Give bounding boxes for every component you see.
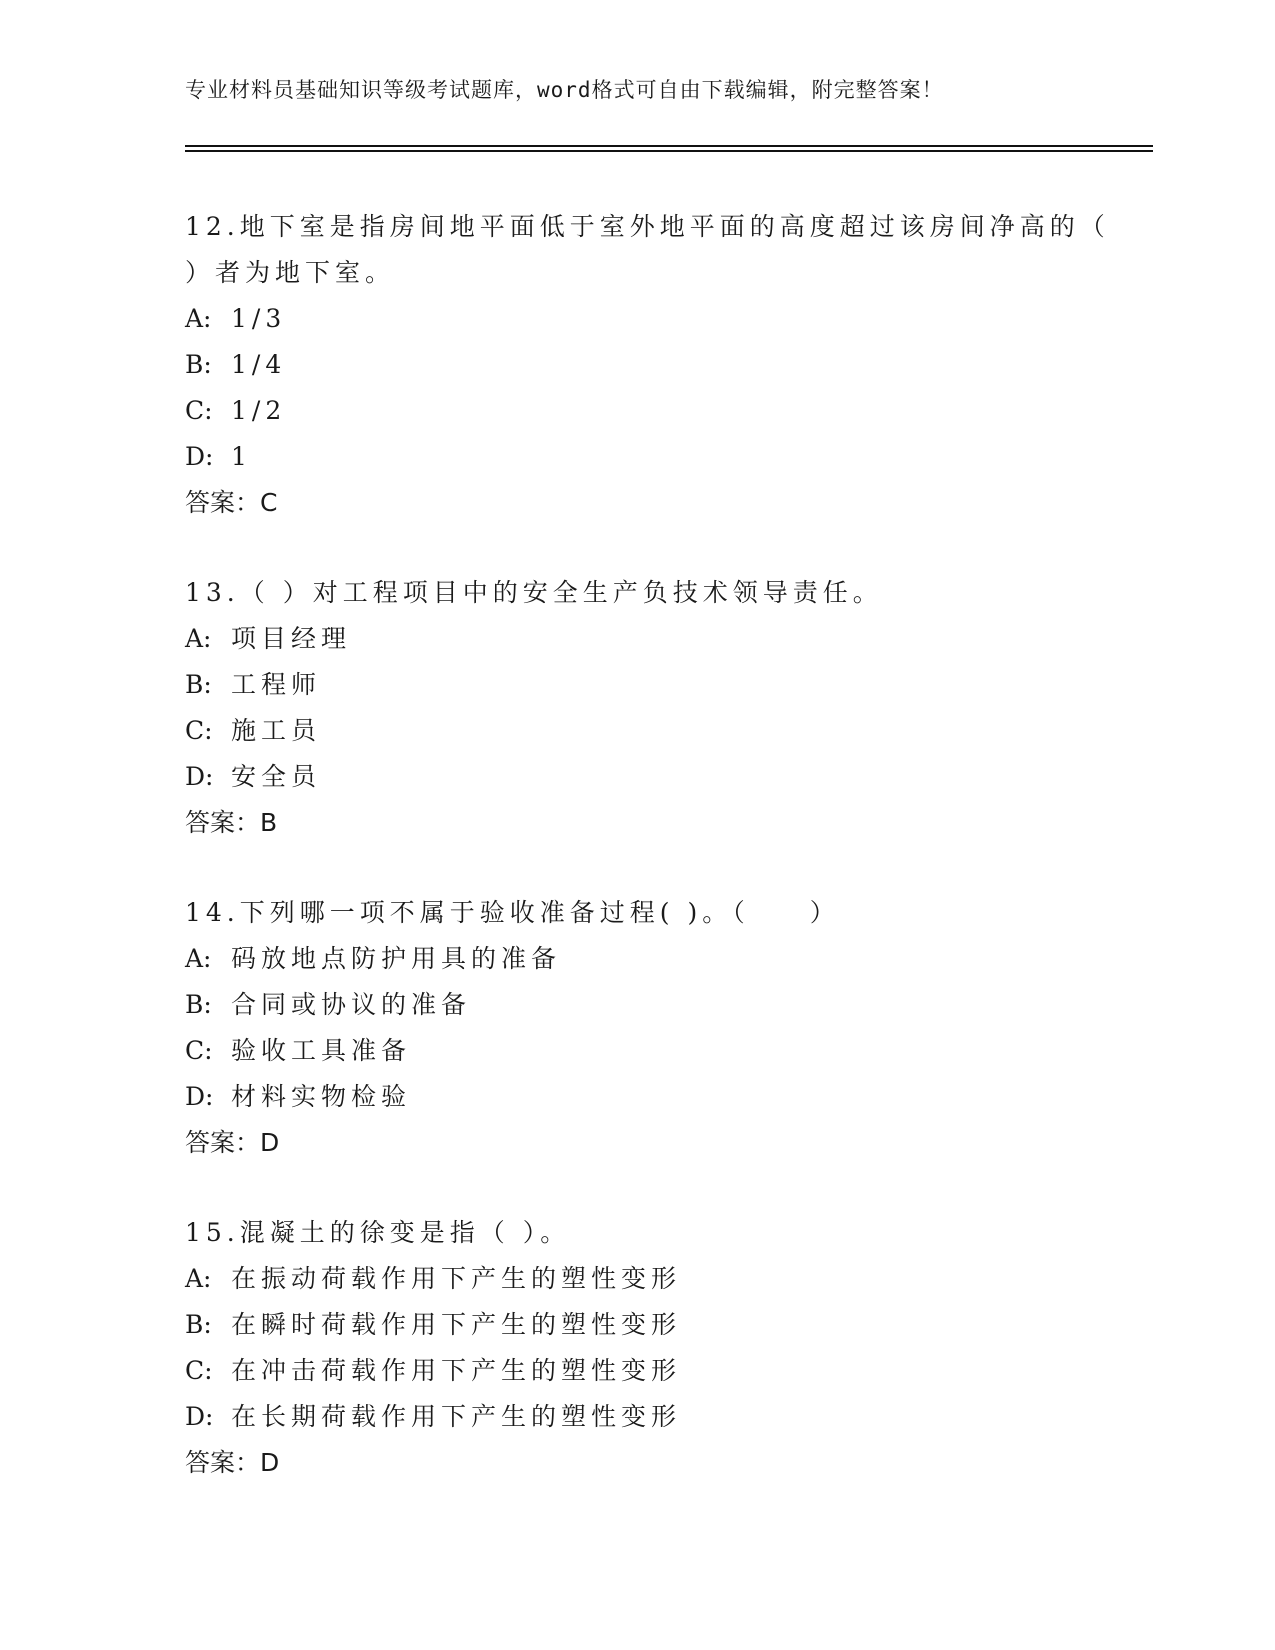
option-a xyxy=(185,296,1085,342)
option-text: 材料实物检验 xyxy=(231,1082,412,1111)
option-key: D: xyxy=(185,762,214,791)
question-12 xyxy=(185,204,1110,526)
option-text: 在冲击荷载作用下产生的塑性变形 xyxy=(231,1356,682,1385)
option-b xyxy=(185,982,1085,1028)
option-c xyxy=(185,388,1085,434)
option-key: C: xyxy=(185,396,213,425)
option-b xyxy=(185,662,1085,708)
option-text: 1 xyxy=(231,442,252,471)
question-text: 12.地下室是指房间地平面低于室外地平面的高度超过该房间净高的（ xyxy=(185,212,1110,241)
option-b xyxy=(185,342,1085,388)
option-key: A: xyxy=(185,944,212,973)
question-text: 14.下列哪一项不属于验收准备过程( )。（ ） xyxy=(185,898,840,927)
question-text: ）者为地下室。 xyxy=(185,258,396,287)
option-c xyxy=(185,1348,1085,1394)
option-key: C: xyxy=(185,1036,213,1065)
option-text: 合同或协议的准备 xyxy=(231,990,472,1019)
option-text: 1/3 xyxy=(231,304,287,333)
option-key: B: xyxy=(185,990,212,1019)
option-text: 施工员 xyxy=(231,716,322,745)
answer: 答案：D xyxy=(185,1128,280,1157)
option-d xyxy=(185,754,1085,800)
option-text: 验收工具准备 xyxy=(231,1036,412,1065)
option-text: 在瞬时荷载作用下产生的塑性变形 xyxy=(231,1310,682,1339)
question-list xyxy=(185,204,1110,1530)
option-text: 安全员 xyxy=(231,762,322,791)
option-text: 在振动荷载作用下产生的塑性变形 xyxy=(231,1264,682,1293)
option-key: A: xyxy=(185,304,212,333)
header-rule-top xyxy=(185,145,1153,147)
page-header: 专业材料员基础知识等级考试题库，word格式可自由下载编辑，附完整答案！ xyxy=(185,78,944,102)
option-key: A: xyxy=(185,1264,212,1293)
option-text: 在长期荷载作用下产生的塑性变形 xyxy=(231,1402,682,1431)
option-key: A: xyxy=(185,624,212,653)
option-key: D: xyxy=(185,442,214,471)
header-rule-bottom xyxy=(185,150,1153,152)
option-key: C: xyxy=(185,1356,213,1385)
option-key: B: xyxy=(185,1310,212,1339)
option-key: C: xyxy=(185,716,213,745)
option-key: D: xyxy=(185,1082,214,1111)
option-a xyxy=(185,936,1085,982)
question-text: 13.（ ）对工程项目中的安全生产负技术领导责任。 xyxy=(185,578,883,607)
question-14 xyxy=(185,890,1085,1166)
option-key: D: xyxy=(185,1402,214,1431)
option-a xyxy=(185,1256,1085,1302)
option-text: 工程师 xyxy=(231,670,322,699)
option-key: B: xyxy=(185,670,212,699)
option-a xyxy=(185,616,1085,662)
option-text: 码放地点防护用具的准备 xyxy=(231,944,562,973)
answer: 答案：D xyxy=(185,1448,280,1477)
question-13 xyxy=(185,570,1085,846)
answer: 答案：C xyxy=(185,488,278,517)
option-b xyxy=(185,1302,1085,1348)
option-d xyxy=(185,1074,1085,1120)
option-text: 项目经理 xyxy=(231,624,352,653)
question-text: 15.混凝土的徐变是指（ ）。 xyxy=(185,1218,571,1247)
option-text: 1/2 xyxy=(231,396,287,425)
option-d xyxy=(185,434,1085,480)
answer: 答案：B xyxy=(185,808,278,837)
question-15 xyxy=(185,1210,1085,1486)
option-text: 1/4 xyxy=(231,350,287,379)
option-c xyxy=(185,1028,1085,1074)
option-c xyxy=(185,708,1085,754)
option-key: B: xyxy=(185,350,212,379)
option-d xyxy=(185,1394,1085,1440)
